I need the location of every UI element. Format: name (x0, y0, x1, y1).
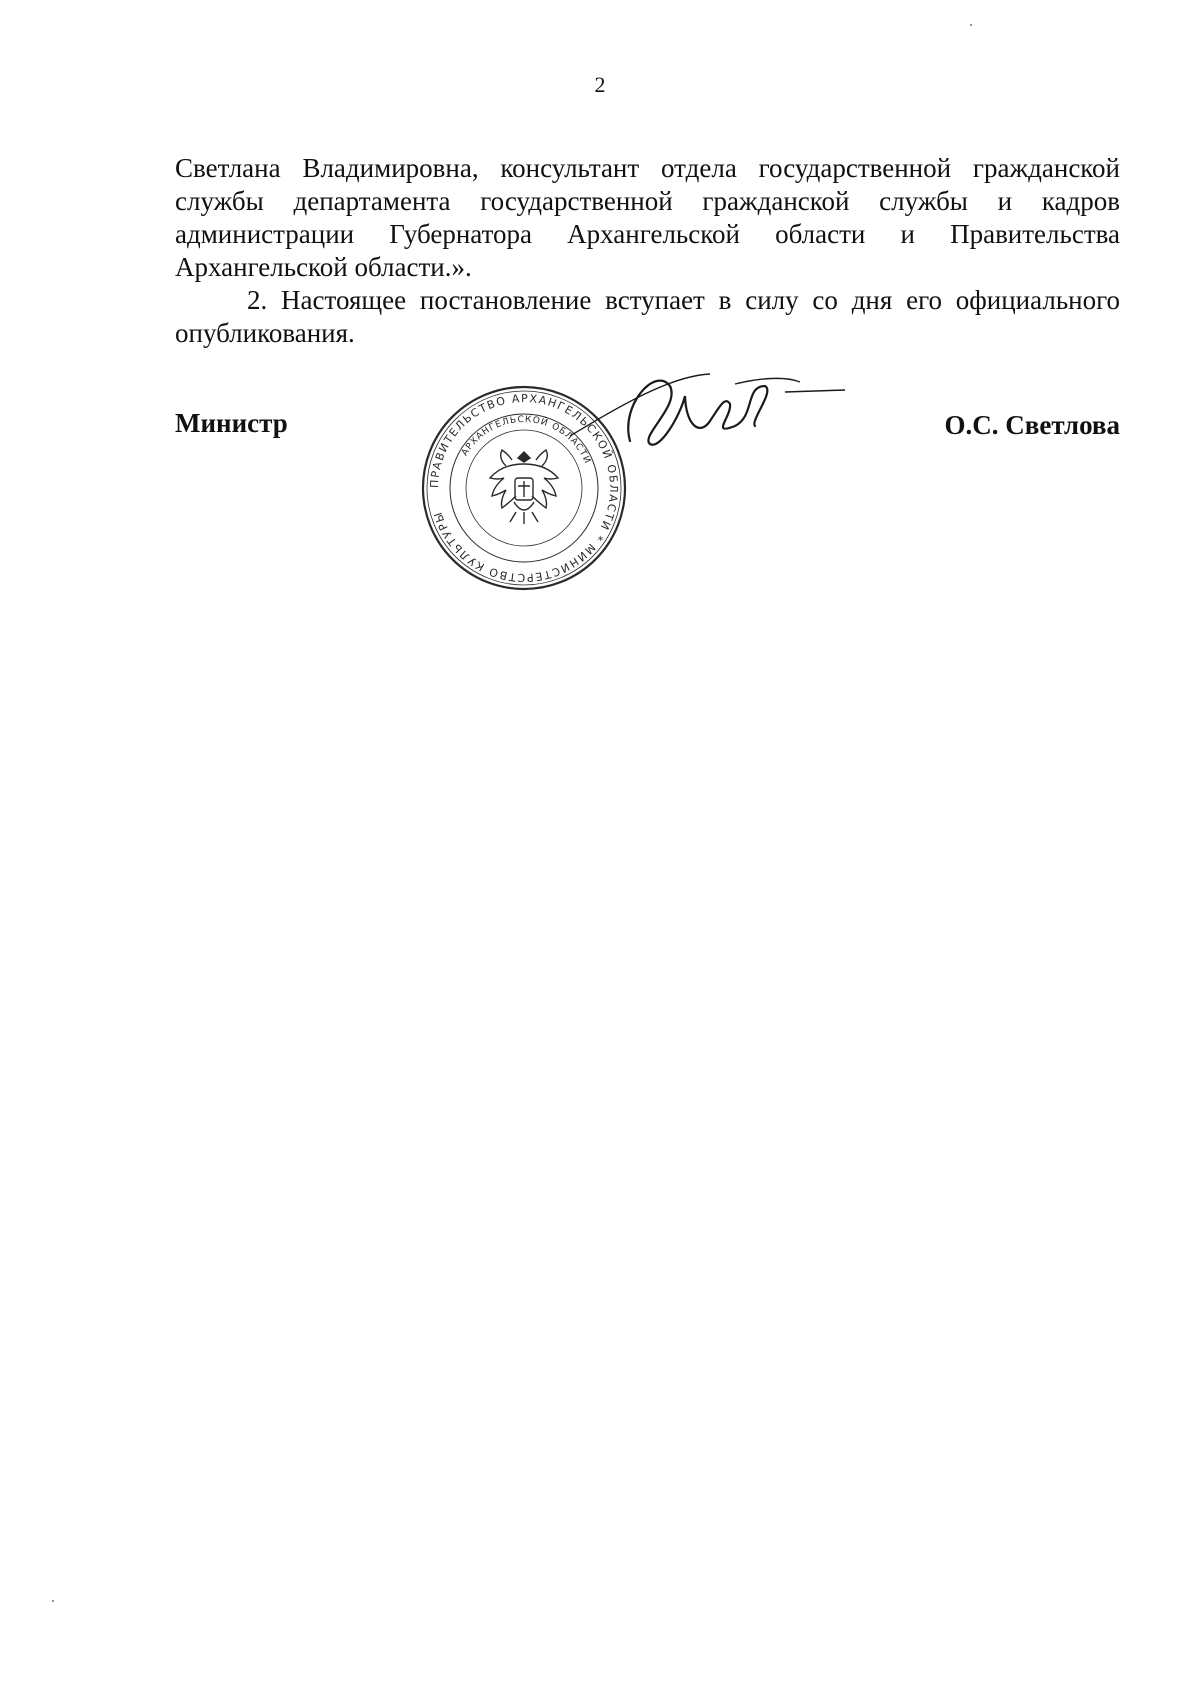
seal-outer-text: ПРАВИТЕЛЬСТВО АРХАНГЕЛЬСКОЙ ОБЛАСТИ * МИНИСТЕРСТВО КУЛЬТУРЫ (427, 391, 621, 585)
paragraph-effective-date: 2. Настоящее постановление вступает в силу со дня его официального опубликования. (175, 285, 1120, 348)
handwritten-signature (560, 366, 860, 476)
signatory-title: Министр (175, 408, 288, 438)
coat-of-arms-icon (490, 450, 558, 524)
signatory-name: О.С. Светлова (944, 410, 1120, 440)
paragraph-continuation: Светлана Владимировна, консультант отдела государственной гражданской службы департамента государственной гражданской службы и кадров администрации Губернатора Архангельской области и Правительства Архангельской области.». (175, 153, 1120, 282)
seal-inner-text: АРХАНГЕЛЬСКОЙ ОБЛАСТИ (460, 414, 593, 466)
page-number: 2 (594, 72, 606, 97)
scan-speck (52, 1600, 54, 1602)
scan-speck (970, 24, 972, 26)
body-text (175, 152, 1120, 350)
